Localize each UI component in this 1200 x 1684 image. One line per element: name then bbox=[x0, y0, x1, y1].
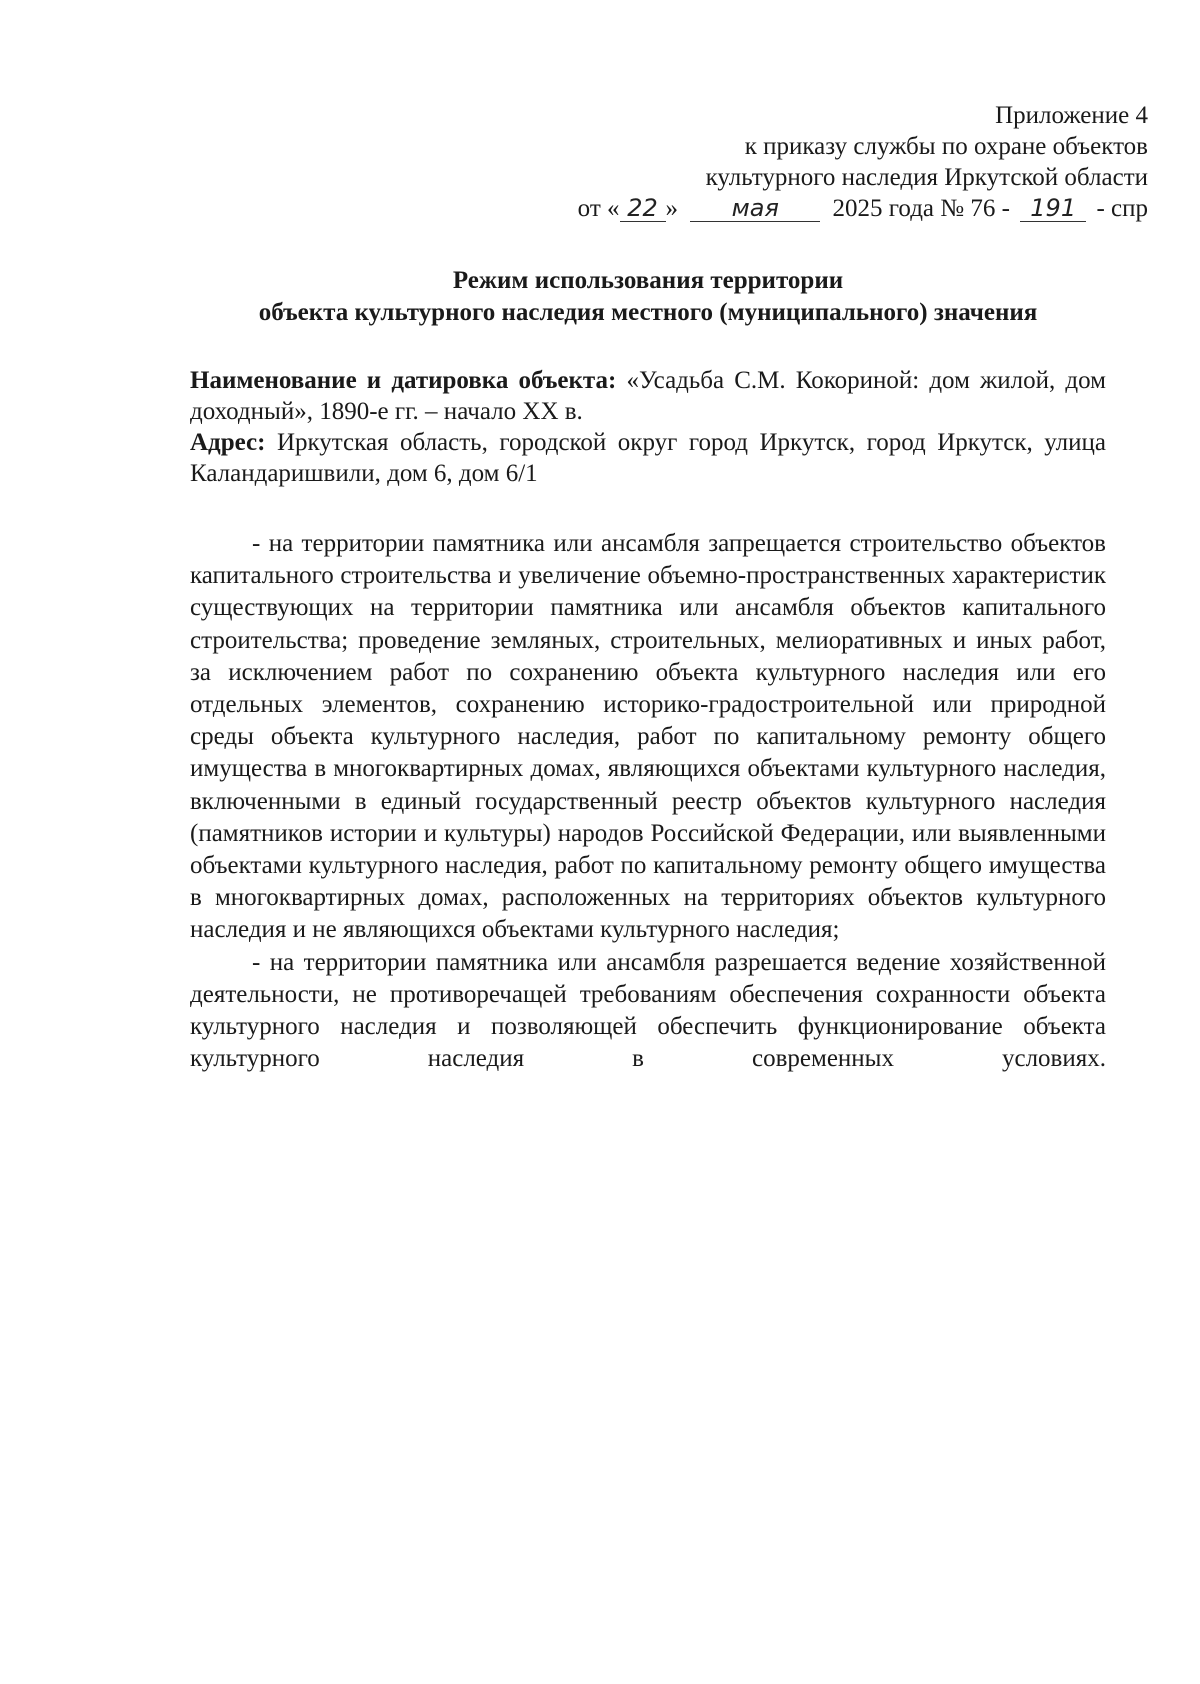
appendix-order-ref: к приказу службы по охране объектов bbox=[744, 133, 1148, 160]
date-prefix: от « bbox=[577, 195, 620, 222]
object-address bbox=[190, 427, 1106, 489]
title-line-2: объекта культурного наследия местного (муниципального) значения bbox=[258, 299, 1038, 326]
object-name-value: «Усадьба С.М. Кокориной: дом жилой, дом доходный», 1890-е гг. – начало XX в. bbox=[190, 367, 1106, 425]
rule-permission: - на территории памятника или ансамбля разрешается ведение хозяйственной деятельности, не противоречащей требованиям обеспечения сохранности объекта культурного наследия и позволяющей обеспечить функционирование объекта культурного наследия в современных условиях. bbox=[190, 948, 1106, 1073]
object-name bbox=[190, 365, 1106, 427]
appendix-authority: культурного наследия Иркутской области bbox=[705, 164, 1148, 191]
rule-prohibition: - на территории памятника или ансамбля запрещается строительство объектов капитального строительства и увеличение объемно-пространственных характеристик существующих на территории памятника или ансамбля объектов капитального строительства; проведение земляных, строительных, мелиоративных и иных работ, за исключением работ по сохранению объекта культурного наследия или его отдельных элементов, сохранению историко-градостроительной или природной среды объекта культурного наследия, работ по капитальному ремонту общего имущества в многоквартирных домах, являющихся объектами культурного наследия, включенными в единый государственный реестр объектов культурного наследия (памятников истории и культуры) народов Российской Федерации, или выявленными объектами культурного наследия, работ по капитальному ремонту общего имущества в многоквартирных домах, расположенных на территориях объектов культурного наследия и не являющихся объектами культурного наследия; bbox=[190, 530, 1106, 944]
object-address-label: Адрес: bbox=[190, 429, 266, 456]
date-year-number: 2025 года № 76 - bbox=[832, 195, 1010, 222]
date-month-handwritten: мая bbox=[690, 195, 820, 222]
document-title bbox=[190, 265, 1106, 329]
object-name-label: Наименование и датировка объекта: bbox=[190, 367, 617, 394]
date-close-quote: » bbox=[665, 195, 679, 222]
object-info bbox=[190, 365, 1106, 489]
title-line-1: Режим использования территории bbox=[452, 267, 844, 294]
appendix-date-line bbox=[508, 193, 1148, 224]
regime-rules bbox=[190, 528, 1106, 1075]
order-suffix: - спр bbox=[1096, 195, 1148, 222]
appendix-title: Приложение 4 bbox=[995, 102, 1148, 129]
date-day-handwritten: 22 bbox=[620, 195, 666, 222]
appendix-header bbox=[508, 100, 1148, 224]
order-number-handwritten: 191 bbox=[1020, 195, 1086, 222]
object-address-value: Иркутская область, городской округ город Иркутск, город Иркутск, улица Каландаришвили, дом 6, дом 6/1 bbox=[190, 429, 1106, 487]
